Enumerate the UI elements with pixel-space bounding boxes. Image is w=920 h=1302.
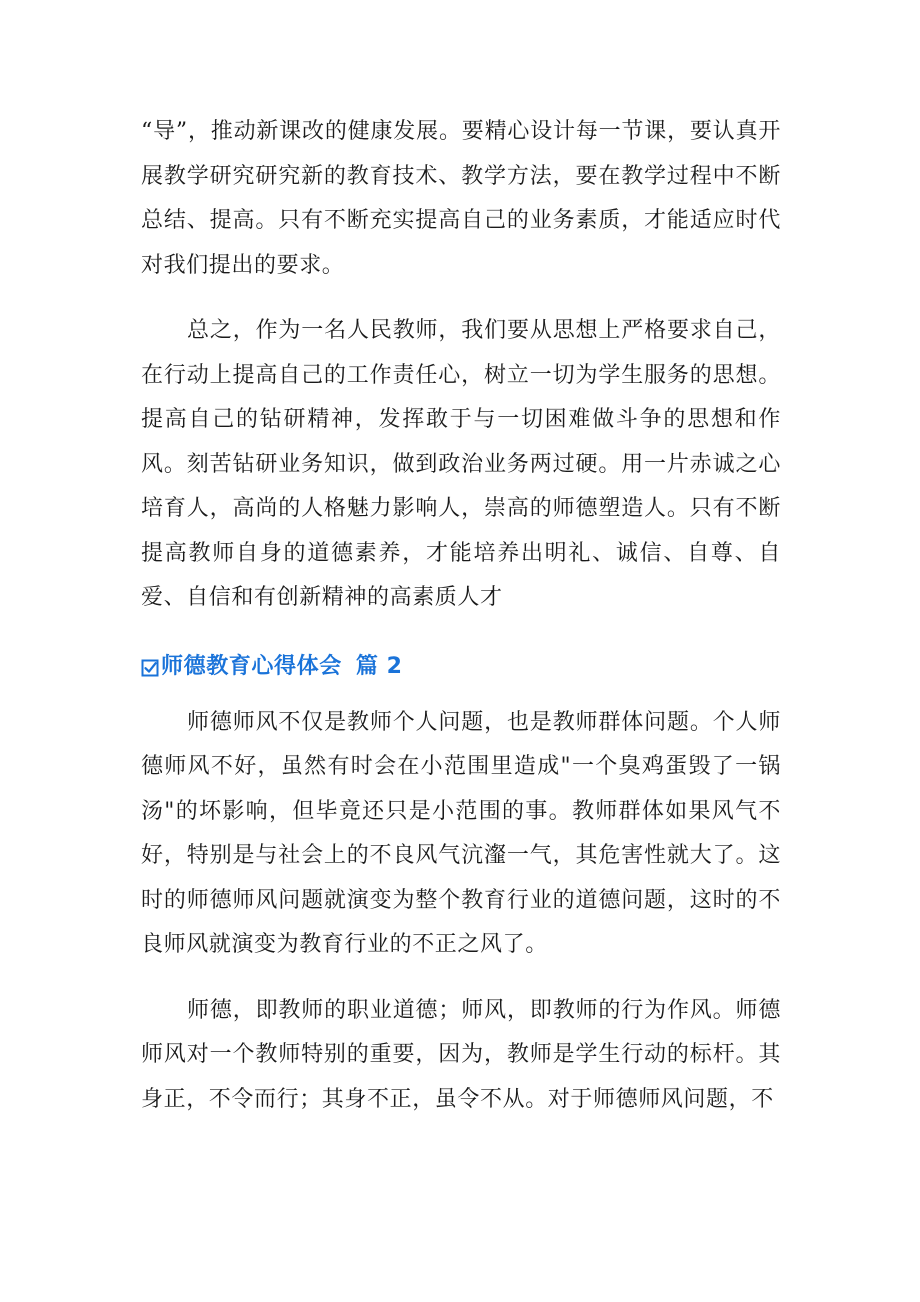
- document-page: [141, 110, 781, 1122]
- paragraph-1: “导”，推动新课改的健康发展。要精心设计每一节课，要认真开展教学研究研究新的教育技术、教学方法，要在教学过程中不断总结、提高。只有不断充实提高自己的业务素质，才能适应时代对我们提出的要求。: [141, 119, 781, 278]
- paragraph-4: 师德，即教师的职业道德；师风，即教师的行为作风。师德师风对一个教师特别的重要，因为，教师是学生行动的标杆。其身正，不令而行；其身不正，虽令不从。对于师德师风问题，不: [141, 997, 781, 1112]
- paragraph-3: 师德师风不仅是教师个人问题，也是教师群体问题。个人师德师风不好，虽然有时会在小范围里造成"一个臭鸡蛋毁了一锅汤"的坏影响，但毕竟还只是小范围的事。教师群体如果风气不好，特别是与社会上的不良风气沆瀣一气，其危害性就大了。这时的师德师风问题就演变为整个教育行业的道德问题，这时的不良师风就演变为教育行业的不正之风了。: [141, 709, 781, 957]
- section-heading-title: 师德教育心得体会: [161, 653, 342, 679]
- section-heading: [141, 650, 781, 684]
- checkbox-icon: [141, 659, 159, 677]
- paragraph-2: 总之，作为一名人民教师，我们要从思想上严格要求自己，在行动上提高自己的工作责任心，树立一切为学生服务的思想。提高自己的钻研精神，发挥敢于与一切困难做斗争的思想和作风。刻苦钻研业务知识，做到政治业务两过硬。用一片赤诚之心培育人，高尚的人格魅力影响人，崇高的师德塑造人。只有不断提高教师自身的道德素养，才能培养出明礼、诚信、自尊、自爱、自信和有创新精神的高素质人才: [141, 318, 781, 610]
- section-heading-number: 篇 2: [355, 653, 403, 679]
